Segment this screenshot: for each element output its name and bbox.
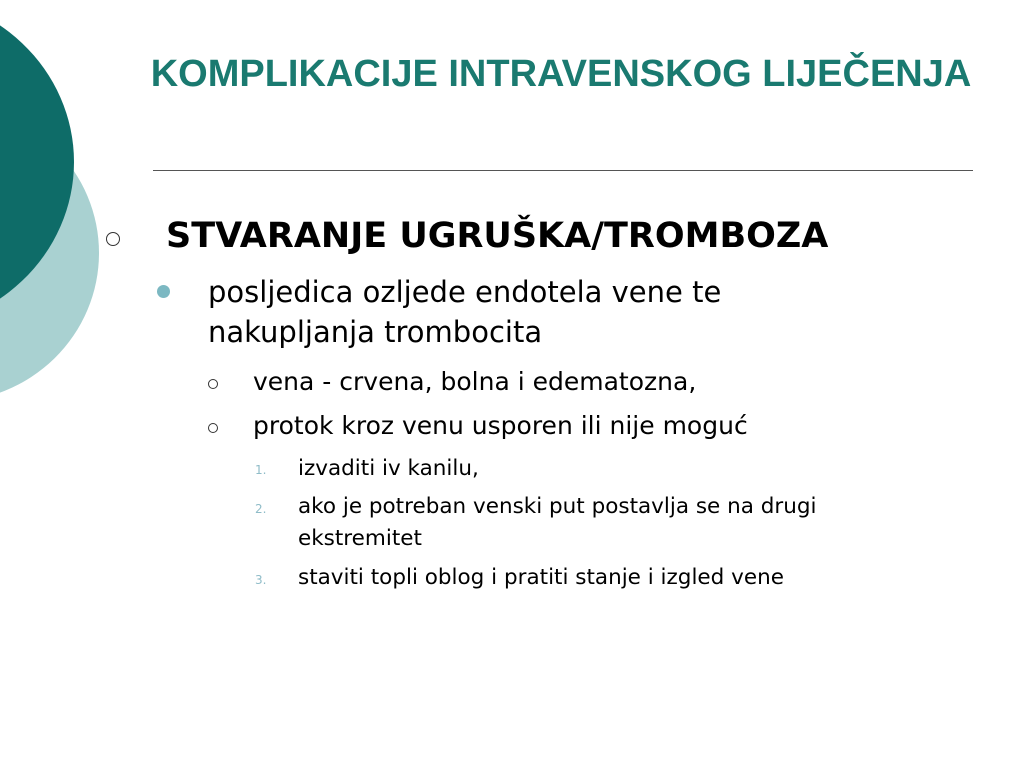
level2-line-2: nakupljanja trombocita [208,315,543,349]
step-3-text: staviti topli oblog i pratiti stanje i izgled vene [298,565,784,590]
step-1-text: izvaditi iv kanilu, [298,456,479,481]
hollow-bullet-icon [106,232,120,246]
main-heading: STVARANJE UGRUŠKA/TROMBOZA [166,216,829,256]
level3-item-2: protok kroz venu usporen ili nije moguć [253,411,748,440]
title-divider [153,170,973,171]
step-number: 1. [255,463,267,477]
step-2-text-line-1: ako je potreban venski put postavlja se na drugi [298,494,817,519]
slide-title: KOMPLIKACIJE INTRAVENSKOG LIJEČENJA [150,53,972,95]
hollow-bullet-icon [208,423,218,433]
step-2-text-line-2: ekstremitet [298,526,422,551]
hollow-bullet-icon [208,379,218,389]
step-number: 2. [255,502,267,516]
filled-bullet-icon [157,285,170,298]
level3-item-1: vena - crvena, bolna i edematozna, [253,367,697,396]
step-number: 3. [255,573,267,587]
level2-line-1: posljedica ozljede endotela vene te [208,275,722,309]
